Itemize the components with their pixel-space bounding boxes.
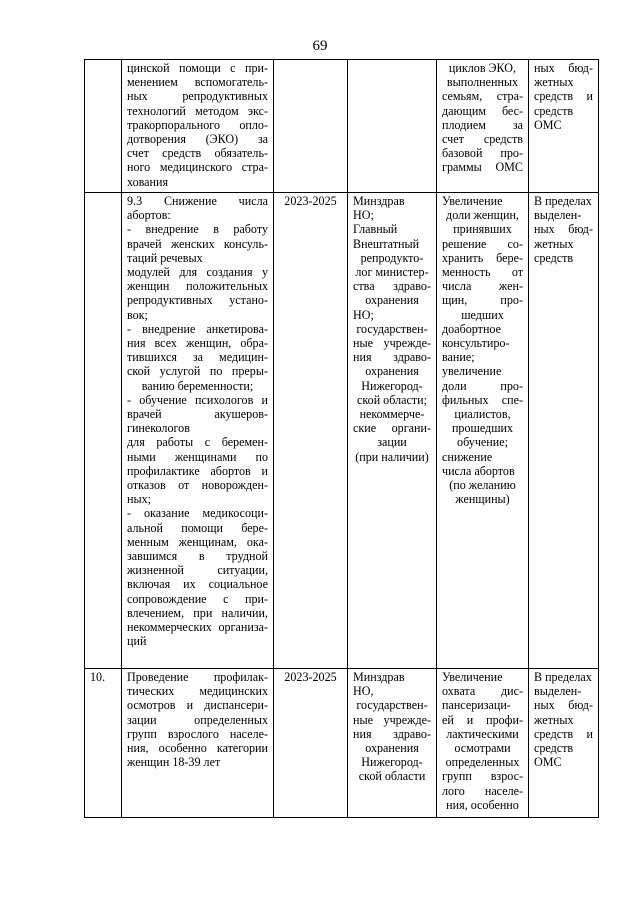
text-line: тракорпорального опло- [127, 117, 268, 132]
text-line: менным женщинам, ока- [127, 534, 268, 549]
cell-text: 10. [90, 670, 106, 684]
text-line: Увеличение [442, 194, 503, 208]
text-line: жизненной ситуации, [127, 563, 268, 578]
text-line: государствен- [356, 321, 428, 336]
table-row [85, 669, 599, 818]
text-line: тившихся за медицин- [127, 350, 268, 365]
row-number-cell [85, 669, 122, 818]
text-line: ства здраво- [353, 279, 431, 294]
text-line: средств и [534, 726, 593, 741]
text-line: государствен- [356, 698, 428, 713]
text-line: женщины) [455, 492, 510, 507]
result-cell [437, 193, 529, 669]
text-line: хования [127, 174, 169, 189]
text-line: плодием за [442, 117, 523, 132]
text-line: абортов: [127, 208, 171, 223]
text-line: счет средств обязатель- [127, 146, 268, 161]
table-row [85, 60, 599, 193]
text-line: хранить бере- [442, 250, 523, 265]
text-line: дотворения (ЭКО) за [127, 132, 268, 147]
text-line: НО; [353, 307, 374, 322]
text-line: Минздрав [353, 194, 405, 208]
text-line: ций [127, 634, 147, 649]
text-line: ния, особенно [446, 797, 519, 812]
text-line: средств [534, 741, 574, 756]
result-cell [437, 60, 529, 193]
text-line: ской области [358, 769, 426, 784]
text-line: дающим бес- [442, 103, 523, 118]
text-line: Внештатный [353, 236, 420, 251]
text-line: цинской помощи с при- [127, 61, 268, 75]
text-line: - оказание медикосоци- [127, 506, 268, 521]
text-line: 9.3 Снижение числа [127, 194, 268, 208]
text-line: (при наличии) [355, 449, 429, 464]
text-line: щин, про- [442, 293, 523, 308]
text-line: выполненных [446, 75, 519, 90]
text-line: ской услугой по преры- [127, 364, 268, 379]
text-line: ей и профи- [442, 712, 523, 727]
text-line: - внедрение анкетирова- [127, 321, 268, 336]
text-line: репродуктивных устано- [127, 293, 268, 308]
text-line: доли про- [442, 378, 523, 393]
result-cell [437, 669, 529, 818]
text-line: врачей акушеров- [127, 407, 268, 422]
text-line: доабортное [442, 321, 501, 336]
text-line: жетных [534, 75, 574, 90]
text-line: Главный [353, 222, 398, 237]
text-line: гинекологов [127, 421, 190, 436]
text-line: увеличение [442, 364, 502, 379]
text-line: осмотров и диспансери- [127, 698, 268, 713]
text-line: сопровождение с при- [127, 591, 268, 606]
text-line: альной помощи бере- [127, 520, 268, 535]
text-line: менность от [442, 265, 523, 280]
measure-name-cell [122, 669, 274, 818]
text-line: доли женщин, [446, 208, 519, 223]
text-line: НО, [353, 684, 374, 699]
text-line: влечением, при наличии, [127, 605, 268, 620]
row-number-cell [85, 60, 122, 193]
text-line: прошедших [451, 421, 514, 436]
text-line: лог министер- [355, 265, 429, 280]
text-line: ных; [127, 492, 152, 507]
text-line: женщин 18-39 лет [127, 755, 221, 770]
text-line: вок; [127, 307, 148, 322]
text-line: Увеличение [442, 670, 503, 684]
text-line: снижение [442, 449, 493, 464]
text-line: средств [534, 103, 574, 118]
text-line: вание; [442, 350, 475, 365]
executor-cell [348, 60, 437, 193]
text-line: выделен- [534, 684, 582, 699]
text-line: В пределах [534, 670, 592, 684]
text-line: Нижегород- [361, 755, 423, 770]
text-line: Минздрав [353, 670, 405, 684]
text-line: зации [377, 435, 407, 450]
text-line: ОМС [534, 117, 562, 132]
text-line: лого населе- [442, 783, 523, 798]
text-line: фильных спе- [442, 392, 523, 407]
text-line: таций речевых [127, 250, 203, 265]
text-line: ные учрежде- [353, 336, 431, 351]
text-line: ванию беременности; [141, 378, 254, 393]
term-cell [274, 193, 348, 669]
text-line: ными женщинами по [127, 449, 268, 464]
text-line: жетных [534, 712, 574, 727]
text-line: (по желанию [449, 478, 516, 493]
text-line: решение со- [442, 236, 523, 251]
text-line: Нижегород- [361, 378, 423, 393]
text-line: ные учрежде- [353, 712, 431, 727]
text-line: жетных [534, 236, 574, 251]
text-line: - обучение психологов и [127, 392, 268, 407]
text-line: некоммерче- [359, 407, 425, 422]
text-line: менением вспомогатель- [127, 75, 268, 90]
text-line: женщин положительных [127, 279, 268, 294]
text-line: включая их социальное [127, 577, 268, 592]
text-line: отказов от новорожден- [127, 478, 268, 493]
text-line: базовой про- [442, 146, 523, 161]
term-cell [274, 669, 348, 818]
text-line: циалистов, [454, 407, 511, 422]
text-line: для работы с беремен- [127, 435, 268, 450]
text-line: шедших [461, 307, 504, 322]
text-line: зации определенных [127, 712, 268, 727]
text-line: ных репродуктивных [127, 89, 268, 104]
text-line: принявших [453, 222, 512, 237]
cell-text: 2023-2025 [284, 670, 337, 684]
text-line: групп взрослого населе- [127, 726, 268, 741]
cell-text: 2023-2025 [284, 194, 337, 208]
executor-cell [348, 193, 437, 669]
table-row [85, 193, 599, 669]
text-line: обучение; [457, 435, 508, 450]
text-line: числа абортов [442, 463, 515, 478]
text-line: охранения [365, 293, 419, 308]
text-line: технологий методом экс- [127, 103, 268, 118]
measure-name-cell [122, 60, 274, 193]
text-line: Проведение профилак- [127, 670, 268, 684]
text-line: счет средств [442, 132, 523, 147]
page-number: 69 [312, 38, 328, 54]
text-line: ской области; [357, 392, 427, 407]
text-line: охранения [365, 741, 419, 756]
text-line: ния всех женщин, обра- [127, 336, 268, 351]
text-line: ния здраво- [353, 726, 431, 741]
text-line: ния, особенно категории [127, 741, 268, 756]
text-line: завшимся в трудной [127, 549, 268, 564]
executor-cell [348, 669, 437, 818]
text-line: определенных [445, 755, 520, 770]
funding-source-cell [529, 60, 599, 193]
text-line: репродукто- [360, 250, 424, 265]
text-line: ния здраво- [353, 350, 431, 365]
text-line: - внедрение в работу [127, 222, 268, 237]
measure-name-cell [122, 193, 274, 669]
text-line: В пределах [534, 194, 592, 208]
text-line: ские органи- [353, 421, 431, 436]
text-line: пансеризаци- [442, 698, 511, 713]
text-line: охранения [365, 364, 419, 379]
text-line: ных бюд- [534, 222, 593, 237]
funding-source-cell [529, 669, 599, 818]
text-line: консультиро- [442, 336, 510, 351]
row-number-cell [85, 193, 122, 669]
text-line: ного медицинского стра- [127, 160, 268, 175]
text-line: тических медицинских [127, 684, 268, 699]
funding-source-cell [529, 193, 599, 669]
text-line: средств и [534, 89, 593, 104]
term-cell [274, 60, 348, 193]
text-line: циклов ЭКО, [448, 61, 517, 75]
text-line: числа жен- [442, 279, 523, 294]
text-line: НО; [353, 208, 374, 223]
text-line: осмотрами [454, 741, 511, 756]
text-line: средств [534, 250, 574, 265]
text-line: граммы ОМС [442, 160, 523, 175]
text-line: ОМС [534, 755, 562, 770]
measures-table [84, 59, 599, 818]
text-line: врачей женских консуль- [127, 236, 268, 251]
text-line: ных бюд- [534, 61, 593, 75]
text-line: семьям, стра- [442, 89, 523, 104]
text-line: групп взрос- [442, 769, 523, 784]
text-line: некоммерческих организа- [127, 620, 268, 635]
text-line: лактическими [446, 726, 519, 741]
text-line: выделен- [534, 208, 582, 223]
text-line: профилактике абортов и [127, 463, 268, 478]
text-line: модулей для создания у [127, 265, 268, 280]
text-line: охвата дис- [442, 684, 523, 699]
text-line: ных бюд- [534, 698, 593, 713]
